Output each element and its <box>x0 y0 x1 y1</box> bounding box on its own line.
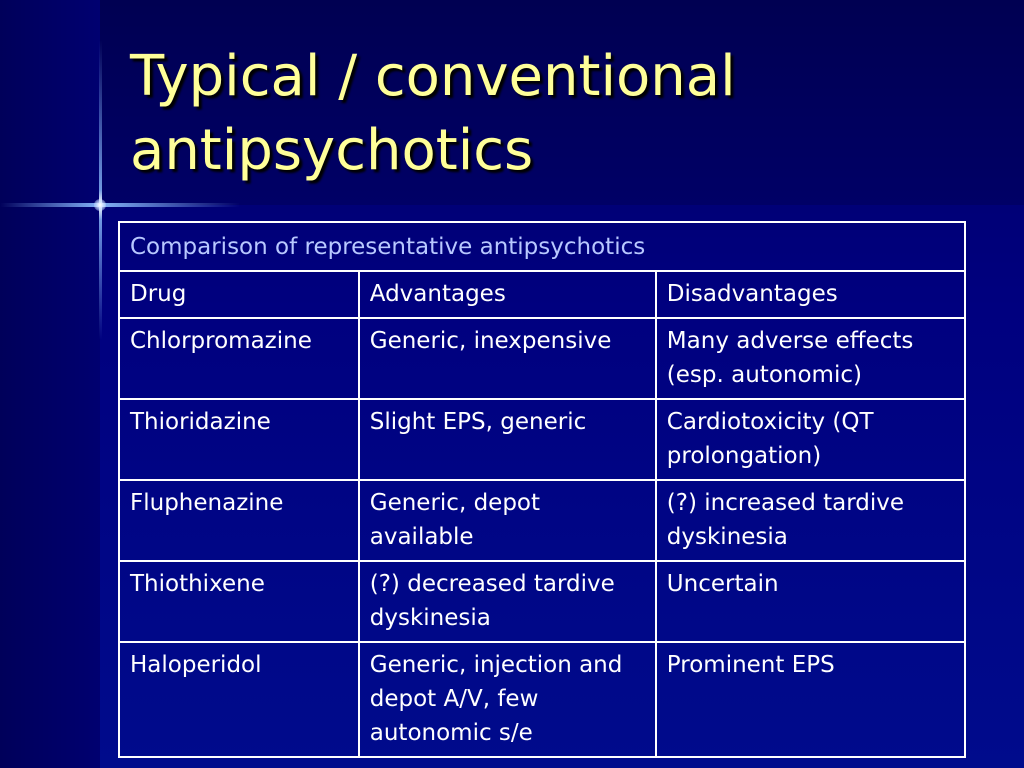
table-caption-row <box>119 222 965 271</box>
cell-drug: Thiothixene <box>119 561 359 642</box>
table-caption: Comparison of representative antipsychotics <box>119 222 965 271</box>
background-left-panel <box>0 0 100 768</box>
cell-drug: Thioridazine <box>119 399 359 480</box>
header-drug: Drug <box>119 271 359 318</box>
cell-drug: Chlorpromazine <box>119 318 359 399</box>
cell-advantages: (?) decreased tardive dyskinesia <box>359 561 656 642</box>
cell-advantages: Generic, injection and depot A/V, few autonomic s/e <box>359 642 656 757</box>
cell-disadvantages: (?) increased tardive dyskinesia <box>656 480 965 561</box>
table-row <box>119 561 965 642</box>
cell-advantages: Generic, inexpensive <box>359 318 656 399</box>
table-row <box>119 480 965 561</box>
cell-drug: Fluphenazine <box>119 480 359 561</box>
comparison-table <box>118 221 966 758</box>
table-row <box>119 318 965 399</box>
cell-disadvantages: Prominent EPS <box>656 642 965 757</box>
cell-advantages: Generic, depot available <box>359 480 656 561</box>
table-header-row <box>119 271 965 318</box>
sparkle-star-icon <box>94 199 106 211</box>
cell-disadvantages: Cardiotoxicity (QT prolongation) <box>656 399 965 480</box>
cell-disadvantages: Many adverse effects (esp. autonomic) <box>656 318 965 399</box>
table-row <box>119 399 965 480</box>
slide-title: Typical / conventional antipsychotics <box>130 44 736 183</box>
header-disadvantages: Disadvantages <box>656 271 965 318</box>
sparkle-vertical-line <box>99 40 102 340</box>
header-advantages: Advantages <box>359 271 656 318</box>
sparkle-horizontal-line <box>0 203 240 207</box>
cell-disadvantages: Uncertain <box>656 561 965 642</box>
cell-advantages: Slight EPS, generic <box>359 399 656 480</box>
table-row <box>119 642 965 757</box>
cell-drug: Haloperidol <box>119 642 359 757</box>
